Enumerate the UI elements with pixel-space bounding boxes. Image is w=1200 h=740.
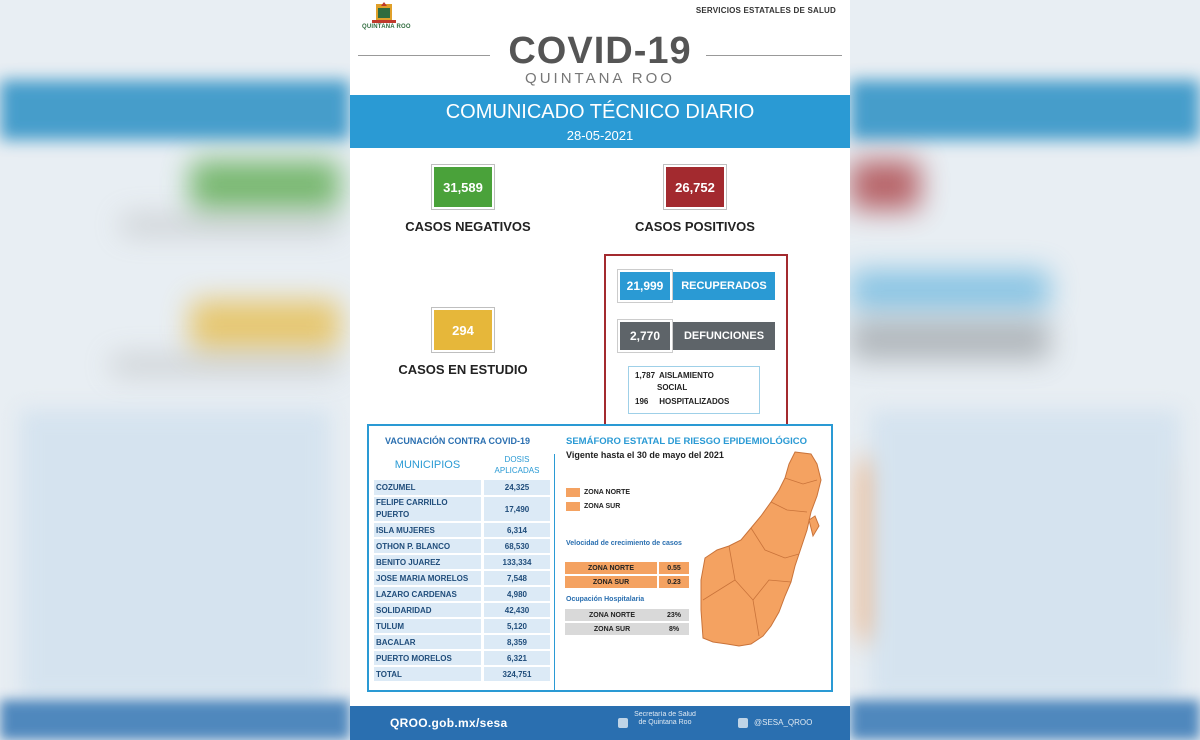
- legend-swatch: [566, 488, 580, 497]
- report-title: COVID-19: [508, 30, 692, 72]
- dosis-cell: 5,120: [483, 618, 551, 634]
- aislamiento-label: AISLAMIENTO: [658, 371, 714, 380]
- semaforo-title: SEMÁFORO ESTATAL DE RIESGO EPIDEMIOLÓGICO: [566, 436, 808, 447]
- defunciones-row: [620, 322, 775, 350]
- hospitalizados-row: [635, 397, 729, 406]
- dosis-cell: 324,751: [483, 666, 551, 682]
- municipio-cell: BENITO JUAREZ: [374, 554, 483, 570]
- dosis-cell: 8,359: [483, 634, 551, 650]
- velocidad-table: [565, 562, 689, 590]
- negativos-label: CASOS NEGATIVOS: [405, 219, 531, 234]
- aislamiento-value: 1,787: [635, 371, 656, 380]
- table-row: [374, 570, 550, 586]
- column-municipios: MUNICIPIOS: [394, 459, 461, 471]
- municipio-cell: JOSE MARIA MORELOS: [374, 570, 483, 586]
- footer-twitter[interactable]: @SESA_QROO: [754, 718, 813, 727]
- table-row: [374, 634, 550, 650]
- banner-date: 28-05-2021: [566, 128, 634, 143]
- zona-cell: ZONA SUR: [565, 622, 659, 636]
- hospitalizados-value: 196: [635, 397, 649, 406]
- footer-facebook-line-1: Secretaría de Salud: [634, 711, 696, 718]
- municipio-cell: PUERTO MORELOS: [374, 650, 483, 666]
- valor-cell: 8%: [659, 622, 689, 636]
- municipio-cell: TULUM: [374, 618, 483, 634]
- table-row: [374, 586, 550, 602]
- table-header-row: [374, 450, 550, 480]
- footer-facebook[interactable]: [620, 711, 710, 727]
- positivos-label: CASOS POSITIVOS: [635, 219, 755, 234]
- table-row: [374, 602, 550, 618]
- dosis-cell: 42,430: [483, 602, 551, 618]
- legend-swatch: [566, 502, 580, 511]
- vaccination-semaforo-panel: [367, 424, 833, 692]
- municipio-cell: FELIPE CARRILLO PUERTO: [374, 496, 483, 522]
- column-dosis: [483, 450, 551, 480]
- banner: [350, 95, 850, 148]
- report-header: [350, 0, 850, 95]
- table-row: [374, 480, 550, 496]
- background-right: [850, 0, 1200, 740]
- municipio-cell: LAZARO CARDENAS: [374, 586, 483, 602]
- municipio-cell: TOTAL: [374, 666, 483, 682]
- table-row: [565, 562, 689, 575]
- dosis-cell: 6,314: [483, 522, 551, 538]
- isolation-hospital-box: [628, 366, 760, 414]
- valor-cell: 0.55: [658, 562, 689, 575]
- velocidad-title: Velocidad de crecimiento de casos: [566, 540, 682, 547]
- defunciones-label: DEFUNCIONES: [673, 322, 775, 350]
- footer-facebook-line-2: de Quintana Roo: [638, 719, 692, 726]
- panel-divider: [554, 454, 555, 690]
- table-row: [565, 609, 689, 622]
- background-left: [0, 0, 350, 740]
- logo-text: QUINTANA ROO: [362, 24, 411, 30]
- semaforo-vigencia: Vigente hasta el 30 de mayo del 2021: [566, 450, 724, 460]
- daily-report-document: [350, 0, 850, 740]
- footer: [350, 706, 850, 740]
- legend-zona-sur: [566, 502, 620, 511]
- valor-cell: 23%: [659, 609, 689, 622]
- legend-label: ZONA NORTE: [584, 489, 631, 496]
- recuperados-label: RECUPERADOS: [673, 272, 775, 300]
- table-row: [374, 618, 550, 634]
- dosis-cell: 4,980: [483, 586, 551, 602]
- recuperados-row: [620, 272, 775, 300]
- footer-url[interactable]: QROO.gob.mx/sesa: [390, 716, 508, 730]
- negativos-value: 31,589: [434, 167, 492, 207]
- quintana-roo-map: [699, 450, 827, 652]
- dosis-cell: 133,334: [483, 554, 551, 570]
- aislamiento-label-2: SOCIAL: [657, 383, 688, 392]
- table-row: [565, 622, 689, 636]
- vaccination-table: [374, 450, 550, 683]
- twitter-icon[interactable]: [738, 718, 748, 728]
- aislamiento-row: [635, 371, 714, 380]
- table-row: [374, 538, 550, 554]
- vaccination-title: VACUNACIÓN CONTRA COVID-19: [385, 436, 531, 446]
- dosis-cell: 6,321: [483, 650, 551, 666]
- hospitalizados-label: HOSPITALIZADOS: [659, 397, 730, 406]
- table-row-total: [374, 666, 550, 682]
- estudio-value: 294: [434, 310, 492, 350]
- table-row: [374, 522, 550, 538]
- report-subtitle: QUINTANA ROO: [525, 70, 675, 87]
- zona-cell: ZONA SUR: [565, 575, 658, 589]
- estudio-label: CASOS EN ESTUDIO: [398, 362, 528, 377]
- legend-label: ZONA SUR: [584, 503, 621, 510]
- zona-cell: ZONA NORTE: [565, 609, 659, 622]
- table-row: [565, 575, 689, 589]
- municipio-cell: SOLIDARIDAD: [374, 602, 483, 618]
- municipio-cell: ISLA MUJERES: [374, 522, 483, 538]
- municipio-cell: COZUMEL: [374, 480, 483, 496]
- legend-zona-norte: [566, 488, 630, 497]
- ocupacion-table: [565, 609, 689, 637]
- municipio-cell: BACALAR: [374, 634, 483, 650]
- positivos-value: 26,752: [666, 167, 724, 207]
- table-row: [374, 554, 550, 570]
- table-row: [374, 496, 550, 522]
- agency-name: SERVICIOS ESTATALES DE SALUD: [695, 6, 836, 15]
- dosis-cell: 17,490: [483, 496, 551, 522]
- column-dosis-line-1: DOSIS: [504, 455, 530, 464]
- dosis-cell: 68,530: [483, 538, 551, 554]
- municipio-cell: OTHON P. BLANCO: [374, 538, 483, 554]
- dosis-cell: 24,325: [483, 480, 551, 496]
- table-row: [374, 650, 550, 666]
- column-dosis-line-2: APLICADAS: [494, 466, 540, 475]
- banner-title: COMUNICADO TÉCNICO DIARIO: [445, 101, 755, 123]
- valor-cell: 0.23: [658, 575, 689, 589]
- ocupacion-title: Ocupación Hospitalaria: [566, 596, 645, 603]
- dosis-cell: 7,548: [483, 570, 551, 586]
- defunciones-value: 2,770: [620, 322, 670, 350]
- recuperados-value: 21,999: [620, 272, 670, 300]
- zona-cell: ZONA NORTE: [565, 562, 658, 575]
